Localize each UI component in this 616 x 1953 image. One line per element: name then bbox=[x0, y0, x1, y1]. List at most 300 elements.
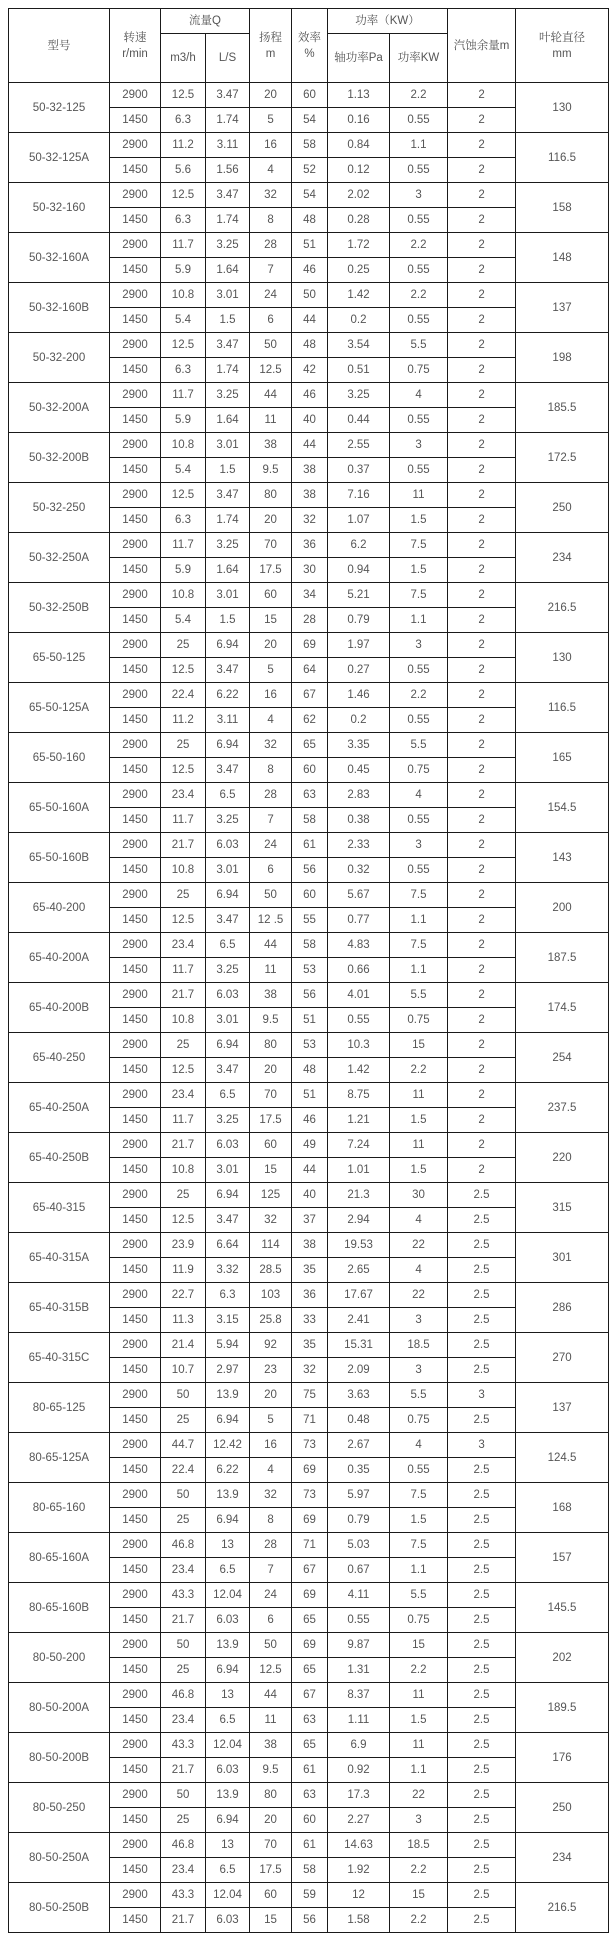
cell-shaft-power: 8.75 bbox=[328, 1083, 390, 1108]
cell-head: 6 bbox=[250, 858, 292, 883]
cell-flow-ls: 6.94 bbox=[206, 1408, 250, 1433]
cell-flow-ls: 13 bbox=[206, 1683, 250, 1708]
cell-flow-m3h: 23.4 bbox=[161, 1858, 206, 1883]
cell-flow-m3h: 5.4 bbox=[161, 308, 206, 333]
cell-flow-m3h: 22.4 bbox=[161, 1458, 206, 1483]
cell-speed: 2900 bbox=[110, 883, 161, 908]
cell-efficiency: 56 bbox=[292, 983, 328, 1008]
cell-impeller-diameter: 315 bbox=[516, 1183, 609, 1233]
cell-flow-m3h: 12.5 bbox=[161, 183, 206, 208]
cell-speed: 2900 bbox=[110, 333, 161, 358]
cell-speed: 1450 bbox=[110, 808, 161, 833]
cell-shaft-power: 0.79 bbox=[328, 608, 390, 633]
cell-flow-m3h: 46.8 bbox=[161, 1833, 206, 1858]
cell-flow-ls: 6.03 bbox=[206, 1758, 250, 1783]
cell-motor-power: 18.5 bbox=[390, 1833, 448, 1858]
cell-head: 38 bbox=[250, 1733, 292, 1758]
cell-flow-ls: 3.47 bbox=[206, 1058, 250, 1083]
cell-shaft-power: 1.46 bbox=[328, 683, 390, 708]
cell-flow-m3h: 11.7 bbox=[161, 1108, 206, 1133]
cell-motor-power: 5.5 bbox=[390, 983, 448, 1008]
cell-head: 70 bbox=[250, 1833, 292, 1858]
cell-motor-power: 2.2 bbox=[390, 233, 448, 258]
cell-shaft-power: 3.35 bbox=[328, 733, 390, 758]
cell-speed: 2900 bbox=[110, 1883, 161, 1908]
cell-npsh: 2 bbox=[448, 733, 516, 758]
cell-speed: 2900 bbox=[110, 233, 161, 258]
cell-shaft-power: 5.67 bbox=[328, 883, 390, 908]
cell-head: 11 bbox=[250, 408, 292, 433]
cell-motor-power: 1.5 bbox=[390, 1108, 448, 1133]
cell-flow-ls: 6.22 bbox=[206, 683, 250, 708]
cell-motor-power: 2.2 bbox=[390, 1908, 448, 1933]
cell-motor-power: 0.55 bbox=[390, 308, 448, 333]
cell-speed: 2900 bbox=[110, 783, 161, 808]
cell-efficiency: 58 bbox=[292, 1858, 328, 1883]
table-row bbox=[9, 1833, 609, 1858]
col-impeller-header bbox=[516, 9, 609, 83]
cell-efficiency: 37 bbox=[292, 1208, 328, 1233]
cell-model: 80-65-125 bbox=[9, 1383, 110, 1433]
cell-npsh: 2 bbox=[448, 783, 516, 808]
cell-speed: 1450 bbox=[110, 758, 161, 783]
cell-flow-ls: 6.03 bbox=[206, 983, 250, 1008]
cell-speed: 1450 bbox=[110, 108, 161, 133]
cell-speed: 2900 bbox=[110, 933, 161, 958]
cell-model: 50-32-160B bbox=[9, 283, 110, 333]
cell-speed: 2900 bbox=[110, 1133, 161, 1158]
cell-flow-ls: 3.01 bbox=[206, 433, 250, 458]
cell-flow-ls: 3.25 bbox=[206, 533, 250, 558]
cell-npsh: 2 bbox=[448, 483, 516, 508]
cell-motor-power: 0.55 bbox=[390, 258, 448, 283]
cell-efficiency: 75 bbox=[292, 1383, 328, 1408]
cell-flow-ls: 1.5 bbox=[206, 608, 250, 633]
cell-flow-m3h: 11.2 bbox=[161, 708, 206, 733]
cell-speed: 2900 bbox=[110, 133, 161, 158]
cell-shaft-power: 0.66 bbox=[328, 958, 390, 983]
cell-shaft-power: 2.02 bbox=[328, 183, 390, 208]
cell-flow-m3h: 21.7 bbox=[161, 983, 206, 1008]
pump-spec-table bbox=[8, 8, 609, 1933]
table-row bbox=[9, 1633, 609, 1658]
cell-shaft-power: 3.25 bbox=[328, 383, 390, 408]
cell-flow-m3h: 21.7 bbox=[161, 1758, 206, 1783]
cell-head: 8 bbox=[250, 208, 292, 233]
cell-model: 80-65-160B bbox=[9, 1583, 110, 1633]
cell-shaft-power: 0.12 bbox=[328, 158, 390, 183]
cell-efficiency: 58 bbox=[292, 133, 328, 158]
cell-efficiency: 55 bbox=[292, 908, 328, 933]
table-row bbox=[9, 833, 609, 858]
cell-motor-power: 0.55 bbox=[390, 208, 448, 233]
cell-npsh: 2 bbox=[448, 258, 516, 283]
cell-efficiency: 69 bbox=[292, 1458, 328, 1483]
cell-flow-m3h: 10.8 bbox=[161, 583, 206, 608]
cell-shaft-power: 1.07 bbox=[328, 508, 390, 533]
cell-head: 70 bbox=[250, 1083, 292, 1108]
cell-speed: 1450 bbox=[110, 458, 161, 483]
cell-npsh: 2.5 bbox=[448, 1758, 516, 1783]
cell-head: 103 bbox=[250, 1283, 292, 1308]
table-row bbox=[9, 1883, 609, 1908]
cell-head: 15 bbox=[250, 1158, 292, 1183]
cell-motor-power: 22 bbox=[390, 1783, 448, 1808]
cell-impeller-diameter: 172.5 bbox=[516, 433, 609, 483]
cell-head: 16 bbox=[250, 133, 292, 158]
cell-impeller-diameter: 250 bbox=[516, 483, 609, 533]
cell-model: 80-50-200 bbox=[9, 1633, 110, 1683]
cell-speed: 1450 bbox=[110, 558, 161, 583]
cell-efficiency: 35 bbox=[292, 1258, 328, 1283]
cell-flow-m3h: 11.7 bbox=[161, 808, 206, 833]
cell-npsh: 2 bbox=[448, 758, 516, 783]
cell-head: 20 bbox=[250, 1383, 292, 1408]
cell-head: 7 bbox=[250, 258, 292, 283]
cell-model: 80-50-200B bbox=[9, 1733, 110, 1783]
cell-speed: 2900 bbox=[110, 1233, 161, 1258]
cell-model: 65-40-315A bbox=[9, 1233, 110, 1283]
cell-flow-m3h: 5.9 bbox=[161, 258, 206, 283]
cell-efficiency: 44 bbox=[292, 1158, 328, 1183]
cell-head: 4 bbox=[250, 708, 292, 733]
cell-motor-power: 0.55 bbox=[390, 458, 448, 483]
cell-flow-m3h: 25 bbox=[161, 733, 206, 758]
cell-motor-power: 15 bbox=[390, 1883, 448, 1908]
cell-motor-power: 1.5 bbox=[390, 1158, 448, 1183]
cell-flow-ls: 3.11 bbox=[206, 133, 250, 158]
cell-flow-ls: 6.03 bbox=[206, 1133, 250, 1158]
cell-efficiency: 53 bbox=[292, 1033, 328, 1058]
cell-flow-ls: 3.47 bbox=[206, 1208, 250, 1233]
head-label: 扬程 bbox=[259, 31, 283, 44]
cell-efficiency: 36 bbox=[292, 533, 328, 558]
cell-flow-ls: 6.03 bbox=[206, 1908, 250, 1933]
cell-model: 65-40-200B bbox=[9, 983, 110, 1033]
cell-head: 5 bbox=[250, 658, 292, 683]
cell-model: 65-40-315 bbox=[9, 1183, 110, 1233]
cell-speed: 1450 bbox=[110, 1258, 161, 1283]
table-row bbox=[9, 1133, 609, 1158]
cell-efficiency: 38 bbox=[292, 458, 328, 483]
cell-shaft-power: 0.28 bbox=[328, 208, 390, 233]
cell-npsh: 2.5 bbox=[448, 1633, 516, 1658]
table-row bbox=[9, 733, 609, 758]
cell-efficiency: 51 bbox=[292, 1083, 328, 1108]
table-row bbox=[9, 1433, 609, 1458]
cell-efficiency: 60 bbox=[292, 1808, 328, 1833]
cell-efficiency: 52 bbox=[292, 158, 328, 183]
cell-shaft-power: 2.41 bbox=[328, 1308, 390, 1333]
cell-motor-power: 30 bbox=[390, 1183, 448, 1208]
cell-speed: 1450 bbox=[110, 208, 161, 233]
cell-flow-ls: 1.56 bbox=[206, 158, 250, 183]
cell-shaft-power: 21.3 bbox=[328, 1183, 390, 1208]
cell-shaft-power: 1.01 bbox=[328, 1158, 390, 1183]
cell-efficiency: 56 bbox=[292, 858, 328, 883]
cell-efficiency: 69 bbox=[292, 1633, 328, 1658]
cell-flow-m3h: 10.8 bbox=[161, 1158, 206, 1183]
cell-motor-power: 3 bbox=[390, 1808, 448, 1833]
cell-speed: 2900 bbox=[110, 283, 161, 308]
cell-motor-power: 1.1 bbox=[390, 608, 448, 633]
cell-npsh: 2 bbox=[448, 908, 516, 933]
cell-npsh: 2.5 bbox=[448, 1483, 516, 1508]
cell-flow-m3h: 11.7 bbox=[161, 233, 206, 258]
cell-npsh: 2 bbox=[448, 333, 516, 358]
cell-npsh: 2 bbox=[448, 108, 516, 133]
cell-npsh: 2 bbox=[448, 658, 516, 683]
cell-head: 11 bbox=[250, 958, 292, 983]
cell-npsh: 2.5 bbox=[448, 1533, 516, 1558]
cell-head: 32 bbox=[250, 1483, 292, 1508]
cell-shaft-power: 3.63 bbox=[328, 1383, 390, 1408]
cell-motor-power: 0.75 bbox=[390, 1008, 448, 1033]
cell-npsh: 2 bbox=[448, 608, 516, 633]
cell-impeller-diameter: 124.5 bbox=[516, 1433, 609, 1483]
cell-speed: 2900 bbox=[110, 983, 161, 1008]
cell-shaft-power: 5.03 bbox=[328, 1533, 390, 1558]
cell-efficiency: 46 bbox=[292, 383, 328, 408]
cell-shaft-power: 0.51 bbox=[328, 358, 390, 383]
cell-motor-power: 7.5 bbox=[390, 1533, 448, 1558]
cell-shaft-power: 0.35 bbox=[328, 1458, 390, 1483]
cell-flow-ls: 3.25 bbox=[206, 958, 250, 983]
cell-speed: 1450 bbox=[110, 1358, 161, 1383]
cell-flow-m3h: 50 bbox=[161, 1483, 206, 1508]
cell-flow-ls: 3.47 bbox=[206, 658, 250, 683]
cell-head: 15 bbox=[250, 1908, 292, 1933]
cell-npsh: 2 bbox=[448, 308, 516, 333]
cell-npsh: 2.5 bbox=[448, 1858, 516, 1883]
cell-shaft-power: 0.67 bbox=[328, 1558, 390, 1583]
cell-npsh: 2.5 bbox=[448, 1183, 516, 1208]
cell-head: 16 bbox=[250, 1433, 292, 1458]
cell-flow-ls: 1.74 bbox=[206, 208, 250, 233]
cell-head: 17.5 bbox=[250, 558, 292, 583]
cell-shaft-power: 0.77 bbox=[328, 908, 390, 933]
cell-npsh: 2 bbox=[448, 133, 516, 158]
cell-flow-ls: 2.97 bbox=[206, 1358, 250, 1383]
cell-npsh: 2.5 bbox=[448, 1333, 516, 1358]
table-row bbox=[9, 583, 609, 608]
cell-shaft-power: 0.55 bbox=[328, 1608, 390, 1633]
cell-flow-ls: 6.22 bbox=[206, 1458, 250, 1483]
cell-motor-power: 7.5 bbox=[390, 933, 448, 958]
cell-flow-m3h: 21.4 bbox=[161, 1333, 206, 1358]
table-row bbox=[9, 483, 609, 508]
cell-npsh: 3 bbox=[448, 1433, 516, 1458]
cell-motor-power: 11 bbox=[390, 1683, 448, 1708]
cell-head: 24 bbox=[250, 833, 292, 858]
cell-npsh: 2 bbox=[448, 558, 516, 583]
col-speed-header bbox=[110, 9, 161, 83]
cell-shaft-power: 2.09 bbox=[328, 1358, 390, 1383]
cell-speed: 2900 bbox=[110, 433, 161, 458]
cell-motor-power: 0.75 bbox=[390, 758, 448, 783]
cell-head: 7 bbox=[250, 808, 292, 833]
cell-shaft-power: 0.92 bbox=[328, 1758, 390, 1783]
cell-head: 28 bbox=[250, 783, 292, 808]
col-shaft-power-header: 轴功率Pa bbox=[328, 34, 390, 83]
cell-motor-power: 4 bbox=[390, 1258, 448, 1283]
cell-speed: 1450 bbox=[110, 658, 161, 683]
cell-head: 16 bbox=[250, 683, 292, 708]
cell-motor-power: 11 bbox=[390, 1083, 448, 1108]
cell-motor-power: 3 bbox=[390, 1308, 448, 1333]
cell-motor-power: 0.75 bbox=[390, 1408, 448, 1433]
cell-speed: 1450 bbox=[110, 1008, 161, 1033]
cell-flow-ls: 3.15 bbox=[206, 1308, 250, 1333]
cell-motor-power: 5.5 bbox=[390, 733, 448, 758]
table-row bbox=[9, 183, 609, 208]
cell-flow-m3h: 22.4 bbox=[161, 683, 206, 708]
cell-npsh: 2 bbox=[448, 808, 516, 833]
cell-shaft-power: 7.24 bbox=[328, 1133, 390, 1158]
cell-speed: 2900 bbox=[110, 1433, 161, 1458]
cell-efficiency: 54 bbox=[292, 108, 328, 133]
speed-label: 转速 bbox=[123, 31, 147, 44]
cell-head: 80 bbox=[250, 1783, 292, 1808]
cell-motor-power: 1.5 bbox=[390, 1708, 448, 1733]
cell-model: 50-32-125 bbox=[9, 83, 110, 133]
cell-impeller-diameter: 158 bbox=[516, 183, 609, 233]
cell-motor-power: 2.2 bbox=[390, 283, 448, 308]
cell-head: 4 bbox=[250, 158, 292, 183]
col-flow-ls-header: L/S bbox=[206, 34, 250, 83]
cell-speed: 2900 bbox=[110, 1333, 161, 1358]
table-row bbox=[9, 933, 609, 958]
cell-efficiency: 51 bbox=[292, 233, 328, 258]
cell-motor-power: 7.5 bbox=[390, 533, 448, 558]
col-flow-header: 流量Q bbox=[161, 9, 250, 34]
cell-npsh: 2.5 bbox=[448, 1908, 516, 1933]
cell-motor-power: 4 bbox=[390, 783, 448, 808]
cell-flow-m3h: 43.3 bbox=[161, 1883, 206, 1908]
cell-flow-ls: 3.01 bbox=[206, 583, 250, 608]
header-row-1 bbox=[9, 9, 609, 34]
cell-head: 114 bbox=[250, 1233, 292, 1258]
table-row bbox=[9, 533, 609, 558]
cell-motor-power: 22 bbox=[390, 1233, 448, 1258]
cell-shaft-power: 1.31 bbox=[328, 1658, 390, 1683]
cell-motor-power: 0.55 bbox=[390, 408, 448, 433]
cell-npsh: 2.5 bbox=[448, 1683, 516, 1708]
cell-efficiency: 59 bbox=[292, 1883, 328, 1908]
cell-flow-ls: 3.01 bbox=[206, 1158, 250, 1183]
cell-motor-power: 5.5 bbox=[390, 1583, 448, 1608]
cell-npsh: 2 bbox=[448, 383, 516, 408]
cell-shaft-power: 1.97 bbox=[328, 633, 390, 658]
cell-speed: 2900 bbox=[110, 83, 161, 108]
cell-npsh: 2.5 bbox=[448, 1833, 516, 1858]
cell-speed: 2900 bbox=[110, 1733, 161, 1758]
cell-flow-ls: 3.47 bbox=[206, 758, 250, 783]
cell-npsh: 2 bbox=[448, 1158, 516, 1183]
cell-shaft-power: 7.16 bbox=[328, 483, 390, 508]
cell-impeller-diameter: 130 bbox=[516, 83, 609, 133]
cell-model: 65-50-160 bbox=[9, 733, 110, 783]
cell-flow-m3h: 23.4 bbox=[161, 1083, 206, 1108]
cell-npsh: 3 bbox=[448, 1383, 516, 1408]
cell-speed: 1450 bbox=[110, 508, 161, 533]
cell-flow-m3h: 10.8 bbox=[161, 1008, 206, 1033]
cell-speed: 1450 bbox=[110, 1558, 161, 1583]
cell-head: 44 bbox=[250, 1683, 292, 1708]
cell-shaft-power: 0.45 bbox=[328, 758, 390, 783]
cell-impeller-diameter: 143 bbox=[516, 833, 609, 883]
cell-npsh: 2.5 bbox=[448, 1358, 516, 1383]
cell-flow-m3h: 43.3 bbox=[161, 1583, 206, 1608]
cell-speed: 1450 bbox=[110, 1808, 161, 1833]
head-unit: m bbox=[265, 47, 276, 60]
cell-motor-power: 3 bbox=[390, 183, 448, 208]
cell-efficiency: 50 bbox=[292, 283, 328, 308]
cell-npsh: 2 bbox=[448, 83, 516, 108]
cell-efficiency: 58 bbox=[292, 933, 328, 958]
cell-flow-m3h: 11.2 bbox=[161, 133, 206, 158]
cell-impeller-diameter: 286 bbox=[516, 1283, 609, 1333]
cell-npsh: 2 bbox=[448, 1008, 516, 1033]
cell-flow-ls: 6.5 bbox=[206, 933, 250, 958]
cell-npsh: 2.5 bbox=[448, 1558, 516, 1583]
cell-flow-m3h: 10.8 bbox=[161, 858, 206, 883]
cell-motor-power: 1.5 bbox=[390, 508, 448, 533]
cell-flow-m3h: 11.7 bbox=[161, 533, 206, 558]
cell-flow-m3h: 25 bbox=[161, 633, 206, 658]
cell-shaft-power: 9.87 bbox=[328, 1633, 390, 1658]
cell-head: 80 bbox=[250, 483, 292, 508]
cell-motor-power: 1.1 bbox=[390, 908, 448, 933]
cell-shaft-power: 2.33 bbox=[328, 833, 390, 858]
cell-npsh: 2 bbox=[448, 458, 516, 483]
cell-head: 8 bbox=[250, 1508, 292, 1533]
cell-efficiency: 63 bbox=[292, 1783, 328, 1808]
cell-flow-m3h: 25 bbox=[161, 1808, 206, 1833]
cell-motor-power: 1.5 bbox=[390, 558, 448, 583]
cell-efficiency: 71 bbox=[292, 1533, 328, 1558]
cell-npsh: 2.5 bbox=[448, 1258, 516, 1283]
cell-shaft-power: 1.72 bbox=[328, 233, 390, 258]
cell-speed: 1450 bbox=[110, 1708, 161, 1733]
cell-flow-m3h: 12.5 bbox=[161, 333, 206, 358]
cell-head: 9.5 bbox=[250, 458, 292, 483]
cell-motor-power: 3 bbox=[390, 1358, 448, 1383]
cell-model: 50-32-160 bbox=[9, 183, 110, 233]
cell-shaft-power: 1.92 bbox=[328, 1858, 390, 1883]
cell-flow-m3h: 23.4 bbox=[161, 1708, 206, 1733]
cell-speed: 2900 bbox=[110, 683, 161, 708]
cell-motor-power: 3 bbox=[390, 633, 448, 658]
cell-speed: 2900 bbox=[110, 1283, 161, 1308]
cell-impeller-diameter: 234 bbox=[516, 533, 609, 583]
cell-motor-power: 3 bbox=[390, 833, 448, 858]
cell-efficiency: 44 bbox=[292, 433, 328, 458]
table-row bbox=[9, 1783, 609, 1808]
cell-shaft-power: 2.83 bbox=[328, 783, 390, 808]
cell-flow-m3h: 11.3 bbox=[161, 1308, 206, 1333]
cell-efficiency: 60 bbox=[292, 758, 328, 783]
cell-flow-ls: 3.47 bbox=[206, 483, 250, 508]
cell-model: 80-65-160 bbox=[9, 1483, 110, 1533]
cell-head: 20 bbox=[250, 83, 292, 108]
cell-model: 50-32-200 bbox=[9, 333, 110, 383]
cell-speed: 2900 bbox=[110, 633, 161, 658]
cell-impeller-diameter: 234 bbox=[516, 1833, 609, 1883]
cell-motor-power: 11 bbox=[390, 1133, 448, 1158]
cell-shaft-power: 0.38 bbox=[328, 808, 390, 833]
cell-npsh: 2 bbox=[448, 983, 516, 1008]
